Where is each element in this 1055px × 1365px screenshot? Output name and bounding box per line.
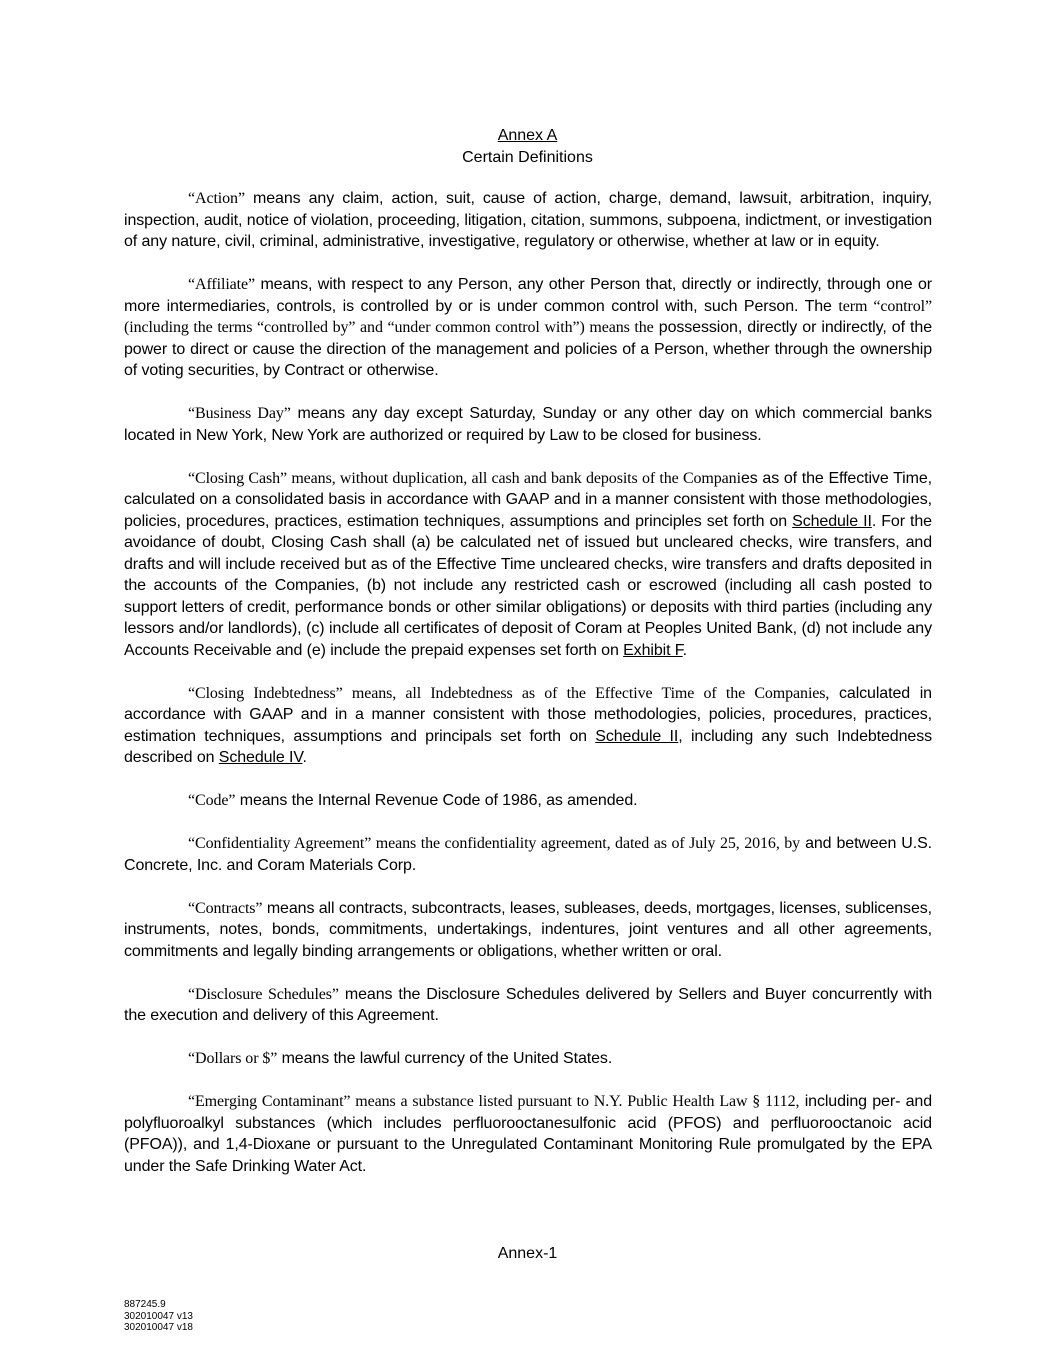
defined-term: “Contracts”: [188, 899, 263, 917]
defined-term: “Action”: [188, 190, 245, 207]
definition-disclosure-schedules: “Disclosure Schedules” means the Disclosure Schedules delivered by Sellers and Buyer concurrently with the execution and delivery of this Agreement.: [124, 985, 932, 1024]
page-number: Annex-1: [497, 1245, 558, 1262]
definition-business-day: “Business Day” means any day except Saturday, Sunday or any other day on which commercial banks located in New York, New York are authorized or required by Law to be closed for business.: [124, 405, 933, 444]
definition-closing-cash: “Closing Cash” means, without duplication, all cash and bank deposits of the Companies as of the Effective Time, calculated on a consolidated basis in accordance with GAAP and in a manner consistent with those methodologies, policies, procedures, practices, estimation techniques, assumptions and principles set forth on Schedule II. For the avoidance of doubt, Closing Cash shall (a) be calculated net of issued but uncleared checks, wire transfers, and drafts and will include received but as of the Effective Time uncleared checks, wire transfers and drafts deposited in the accounts of the Companies, (b) not include any restricted cash or escrowed (including all cash posted to support letters of credit, performance bonds or other similar obligations) or deposits with third parties (including any lessors and/or landlords), (c) include all certificates of deposit of Coram at Peoples United Bank, (d) not include any Accounts Receivable and (e) include the prepaid expenses set forth on Exhibit F.: [124, 469, 933, 659]
definition-code: “Code” means the Internal Revenue Code of 1986, as amended.: [188, 792, 638, 809]
definition-confidentiality-agreement: “Confidentiality Agreement” means the confidentiality agreement, dated as of July 25, 2016, by and between U.S. Concrete, Inc. and Coram Materials Corp.: [124, 835, 932, 874]
definition-closing-indebtedness: “Closing Indebtedness” means, all Indebtedness as of the Effective Time of the Companies, calculated in accordance with GAAP and in a manner consistent with those methodologies, policies, procedures, practices, estimation techniques, assumptions and principals set forth on Schedule II, including any such Indebtedness described on Schedule IV.: [124, 684, 933, 766]
document-id-block: [124, 1299, 193, 1334]
defined-term: “Closing Cash”: [188, 469, 288, 487]
definition-action: “Action” means any claim, action, suit, cause of action, charge, demand, lawsuit, arbitration, inquiry, inspection, audit, notice of violation, proceeding, litigation, citation, summons, subpoena, indictment, or investigation of any nature, civil, criminal, administrative, investigative, regulatory or otherwise, whether at law or in equity.: [124, 190, 932, 250]
definitions-body: [124, 188, 932, 1199]
defined-term: “Confidentiality Agreement”: [188, 835, 372, 852]
definition-emerging-contaminant: “Emerging Contaminant” means a substance listed pursuant to N.Y. Public Health Law § 1112, including per- and polyfluoroalkyl substances (which includes perfluorooctanesulfonic acid (PFOS) and perfluorooctanoic acid (PFOA)), and 1,4-Dioxane or pursuant to the Unregulated Contaminant Monitoring Rule promulgated by the EPA under the Safe Drinking Water Act.: [124, 1093, 933, 1175]
definition-contracts: “Contracts” means all contracts, subcontracts, leases, subleases, deeds, mortgages, licenses, sublicenses, instruments, notes, bonds, commitments, undertakings, indentures, joint ventures and all other agreements, commitments and legally binding arrangements or obligations, whether written or oral.: [124, 899, 932, 960]
defined-term: “Business Day”: [188, 405, 291, 422]
exhibit-f-reference: Exhibit F: [623, 641, 683, 659]
schedule-ii-reference: Schedule II: [595, 727, 679, 745]
annex-subtitle: Certain Definitions: [462, 149, 593, 166]
document-id: 302010047 v18: [124, 1322, 193, 1333]
defined-term: “Dollars or $”: [188, 1050, 278, 1067]
schedule-ii-reference: Schedule II: [792, 512, 872, 530]
document-id: 302010047 v13: [124, 1310, 193, 1322]
document-id: 887245.9: [124, 1299, 166, 1310]
defined-term: “Closing Indebtedness”: [188, 684, 343, 702]
definition-affiliate: “Affiliate” means, with respect to any Person, any other Person that, directly or indirectly, through one or more intermediaries, controls, is controlled by or is under common control with, such Person. The term “control” (including the terms “controlled by” and “under common control with”) means the possession, directly or indirectly, of the power to direct or cause the direction of the management and policies of a Person, whether through the ownership of voting securities, by Contract or otherwise.: [124, 276, 932, 379]
annex-title: Annex A: [497, 127, 558, 144]
schedule-iv-reference: Schedule IV: [218, 749, 303, 766]
defined-term: “Emerging Contaminant”: [188, 1093, 351, 1110]
defined-term: “Code”: [188, 792, 236, 809]
definition-dollars: “Dollars or $” means the lawful currency of the United States.: [188, 1050, 613, 1067]
defined-term: “Disclosure Schedules”: [188, 985, 339, 1003]
defined-term: “Affiliate”: [188, 276, 256, 293]
